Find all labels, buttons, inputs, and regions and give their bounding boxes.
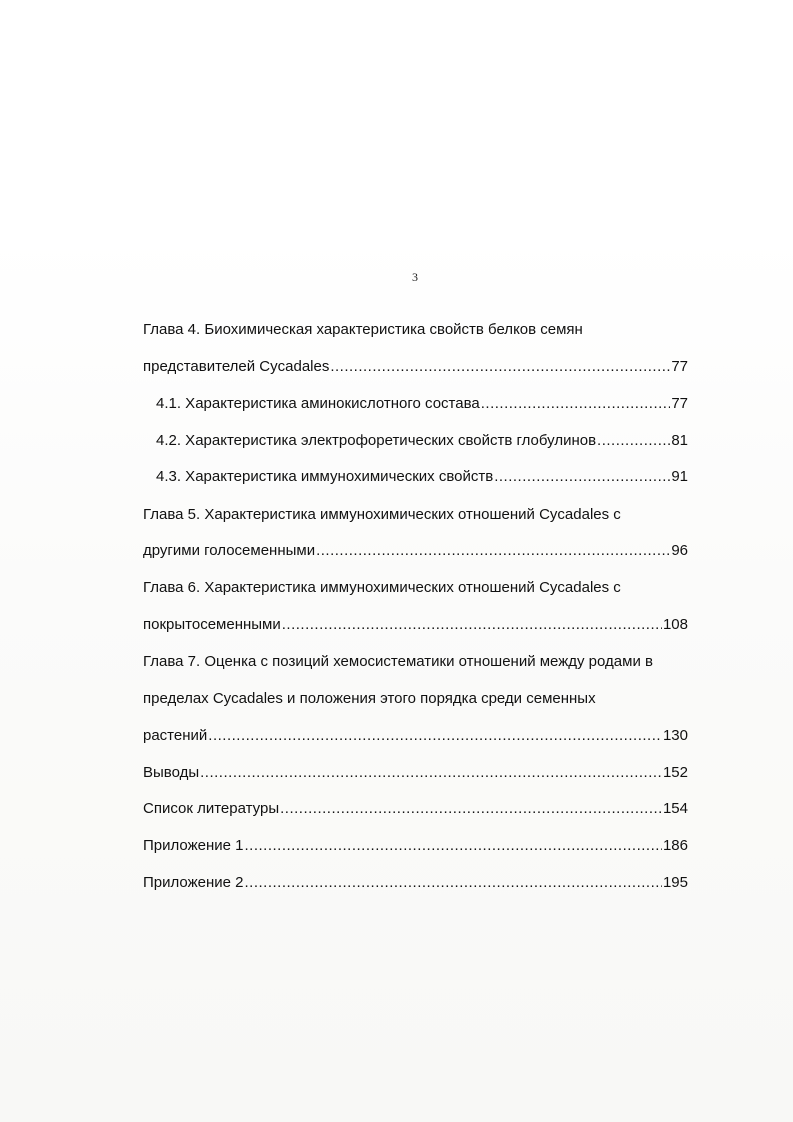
toc-ch4-3-entry[interactable] — [156, 468, 688, 486]
toc-ch7-page: 130 — [662, 727, 688, 744]
dot-leader — [597, 432, 670, 450]
page-number: 3 — [412, 270, 418, 284]
toc-ch5-title-cont: другими голосеменными — [143, 542, 316, 559]
dot-leader — [280, 800, 662, 818]
toc-ch7-title-end: растений — [143, 727, 208, 744]
toc-ch5-page: 96 — [671, 542, 688, 559]
toc-ch6-title-cont: покрытосеменными — [143, 616, 281, 633]
toc-appendix2-title: Приложение 2 — [143, 874, 244, 891]
toc-ch4-entry[interactable] — [143, 358, 688, 376]
toc-appendix1-entry[interactable] — [143, 837, 688, 855]
dot-leader — [282, 616, 662, 634]
toc-ch4-1-entry[interactable] — [156, 395, 688, 413]
toc-appendix1-page: 186 — [662, 837, 688, 854]
toc-ch4-2-entry[interactable] — [156, 432, 688, 450]
toc-ch5-entry[interactable] — [143, 542, 688, 560]
toc-appendix2-entry[interactable] — [143, 874, 688, 892]
dot-leader — [245, 874, 662, 892]
dot-leader — [316, 542, 670, 560]
toc-ch6-title: Глава 6. Характеристика иммунохимических отношений Cycadales с — [143, 579, 621, 596]
toc-conclusions-entry[interactable] — [143, 764, 688, 782]
toc-ch4-2-title: 4.2. Характеристика электрофоретических свойств глобулинов — [156, 432, 597, 449]
dot-leader — [481, 395, 671, 413]
toc-references-entry[interactable] — [143, 800, 688, 818]
toc-ch4-1-title: 4.1. Характеристика аминокислотного состава — [156, 395, 480, 412]
toc-appendix2-page: 195 — [662, 874, 688, 891]
toc-ch7-title-cont: пределах Cycadales и положения этого порядка среди семенных — [143, 690, 596, 707]
toc-ch4-3-title: 4.3. Характеристика иммунохимических свойств — [156, 468, 494, 485]
toc-references-title: Список литературы — [143, 800, 280, 817]
dot-leader — [330, 358, 670, 376]
toc-ch4-page: 77 — [671, 358, 688, 375]
toc-ch4-1-page: 77 — [671, 395, 688, 412]
toc-ch6-entry[interactable] — [143, 616, 688, 634]
toc-ch6-page: 108 — [662, 616, 688, 633]
toc-ch4-2-page: 81 — [671, 432, 688, 449]
toc-ch7-entry[interactable] — [143, 727, 688, 745]
toc-ch4-title: Глава 4. Биохимическая характеристика свойств белков семян — [143, 321, 583, 338]
toc-ch5-title: Глава 5. Характеристика иммунохимических отношений Cycadales с — [143, 506, 621, 523]
toc-conclusions-page: 152 — [662, 764, 688, 781]
dot-leader — [245, 837, 662, 855]
dot-leader — [208, 727, 662, 745]
toc-ch7-title: Глава 7. Оценка с позиций хемосистематики отношений между родами в — [143, 653, 653, 670]
toc-references-page: 154 — [662, 800, 688, 817]
dot-leader — [200, 764, 662, 782]
toc-ch4-3-page: 91 — [671, 468, 688, 485]
toc-ch4-title-cont: представителей Cycadales — [143, 358, 330, 375]
toc-appendix1-title: Приложение 1 — [143, 837, 244, 854]
toc-conclusions-title: Выводы — [143, 764, 200, 781]
dot-leader — [494, 468, 670, 486]
